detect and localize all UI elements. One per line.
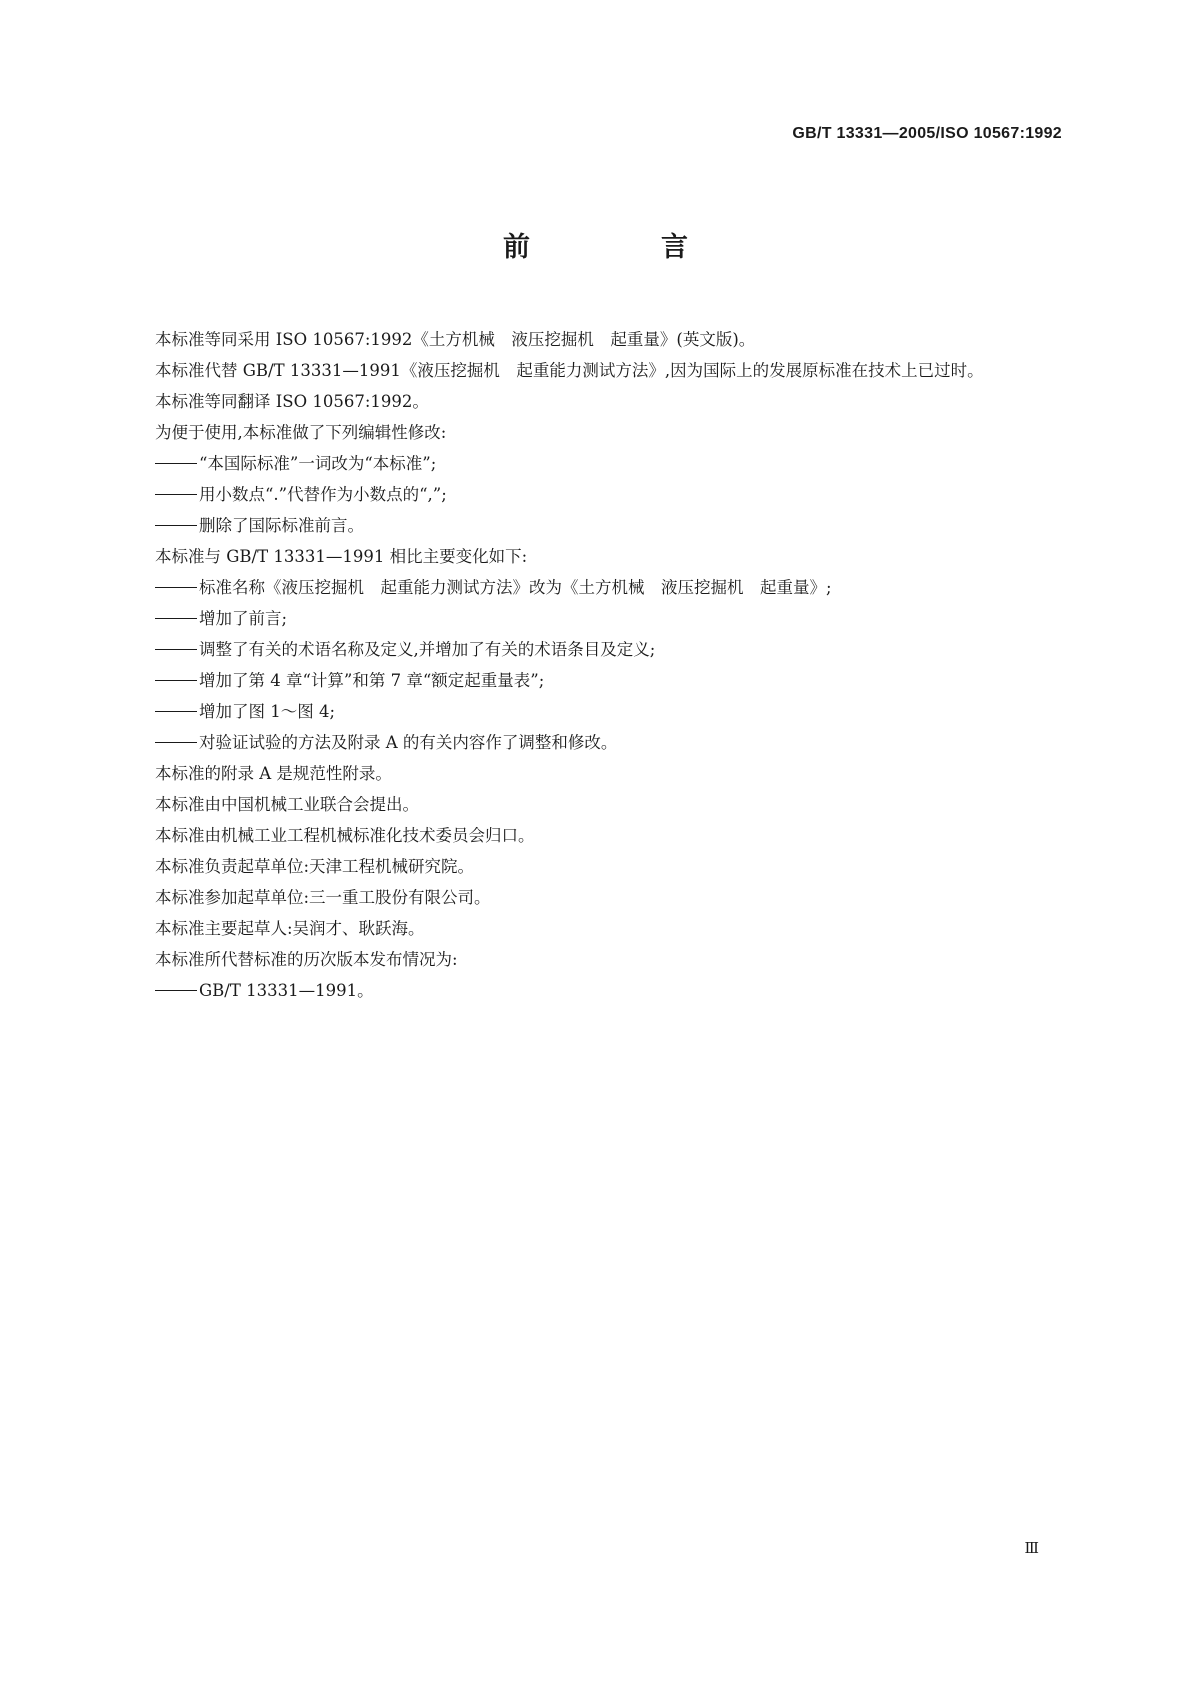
dash-mark (155, 618, 197, 619)
list-item-text: 调整了有关的术语名称及定义,并增加了有关的术语条目及定义; (199, 640, 656, 659)
paragraph: 本标准主要起草人:吴润才、耿跃海。 (155, 919, 425, 938)
paragraph: 本标准等同采用 ISO 10567:1992《土方机械 液压挖掘机 起重量》(英文版)。 (155, 330, 756, 349)
paragraph: 为便于使用,本标准做了下列编辑性修改: (155, 423, 447, 442)
page-title: 前 言 (503, 232, 740, 263)
dash-mark (155, 494, 197, 495)
list-item (122, 510, 1064, 541)
paragraph: 本标准参加起草单位:三一重工股份有限公司。 (155, 888, 491, 907)
paragraph: 本标准由机械工业工程机械标准化技术委员会归口。 (155, 826, 535, 845)
list-item-text: 增加了第 4 章“计算”和第 7 章“额定起重量表”; (199, 671, 545, 690)
standard-code-header: GB/T 13331—2005/ISO 10567:1992 (792, 125, 1062, 142)
list-item-text: GB/T 13331—1991。 (199, 981, 374, 1000)
list-item (122, 665, 1064, 696)
dash-mark (155, 463, 197, 464)
dash-mark (155, 711, 197, 712)
paragraph: 本标准代替 GB/T 13331—1991《液压挖掘机 起重能力测试方法》,因为国际上的发展原标准在技术上已过时。 (155, 361, 984, 380)
list-item-text: 增加了前言; (199, 609, 288, 628)
list-item (122, 479, 1064, 510)
list-item-text: 用小数点“.”代替作为小数点的“,”; (199, 485, 447, 504)
dash-mark (155, 990, 197, 991)
dash-mark (155, 649, 197, 650)
list-item-text: 标准名称《液压挖掘机 起重能力测试方法》改为《土方机械 液压挖掘机 起重量》; (199, 578, 832, 597)
dash-mark (155, 680, 197, 681)
paragraph: 本标准负责起草单位:天津工程机械研究院。 (155, 857, 475, 876)
list-item (122, 975, 1064, 1006)
list-item-text: “本国际标准”一词改为“本标准”; (199, 454, 437, 473)
list-item-text: 增加了图 1～图 4; (199, 702, 336, 721)
dash-mark (155, 742, 197, 743)
list-item (122, 448, 1064, 479)
paragraph: 本标准等同翻译 ISO 10567:1992。 (155, 392, 429, 411)
list-item (122, 696, 1064, 727)
paragraph: 本标准的附录 A 是规范性附录。 (155, 764, 392, 783)
list-item-text: 对验证试验的方法及附录 A 的有关内容作了调整和修改。 (199, 733, 618, 752)
paragraph: 本标准所代替标准的历次版本发布情况为: (155, 950, 458, 969)
list-item (122, 727, 1064, 758)
paragraph: 本标准由中国机械工业联合会提出。 (155, 795, 419, 814)
list-item (122, 603, 1064, 634)
dash-mark (155, 587, 197, 588)
foreword-body (122, 324, 1064, 1006)
page-number: Ⅲ (1024, 1539, 1039, 1557)
paragraph: 本标准与 GB/T 13331—1991 相比主要变化如下: (155, 547, 528, 566)
list-item-text: 删除了国际标准前言。 (199, 516, 364, 535)
list-item (122, 572, 1064, 603)
dash-mark (155, 525, 197, 526)
list-item (122, 634, 1064, 665)
